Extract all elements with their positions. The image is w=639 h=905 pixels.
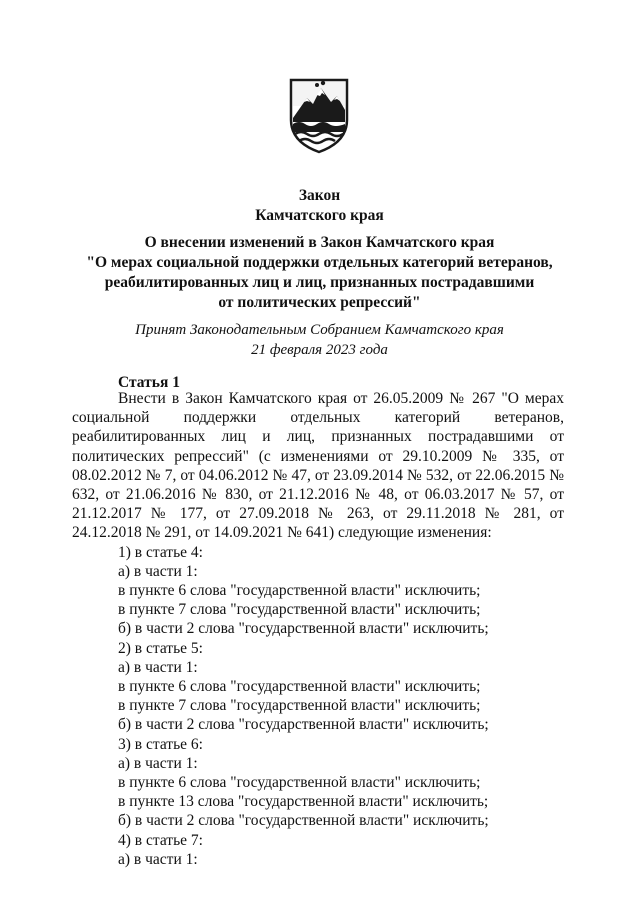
list-item: а) в части 1: bbox=[118, 850, 198, 868]
law-title-line-3: реабилитированных лиц и лиц, признанных пострадавшими bbox=[104, 274, 535, 291]
list-item: б) в части 2 слова "государственной власти" исключить; bbox=[118, 620, 489, 638]
list-item: в пункте 13 слова "государственной власти" исключить; bbox=[118, 793, 489, 811]
list-item: в пункте 6 слова "государственной власти" исключить; bbox=[118, 678, 481, 696]
list-item: б) в части 2 слова "государственной власти" исключить; bbox=[118, 812, 489, 830]
list-item: а) в части 1: bbox=[118, 754, 198, 772]
list-item: б) в части 2 слова "государственной власти" исключить; bbox=[118, 716, 489, 734]
list-item: 4) в статье 7: bbox=[118, 831, 203, 849]
kamchatka-coat-of-arms-icon bbox=[287, 76, 351, 154]
list-item: в пункте 6 слова "государственной власти" исключить; bbox=[118, 582, 481, 600]
list-item: в пункте 6 слова "государственной власти" исключить; bbox=[118, 774, 481, 792]
adoption-note bbox=[0, 320, 639, 360]
list-item: 1) в статье 4: bbox=[118, 543, 203, 561]
adoption-date: 21 февраля 2023 года bbox=[251, 342, 388, 358]
list-item: 2) в статье 5: bbox=[118, 639, 203, 657]
article-heading: Статья 1 bbox=[118, 374, 180, 391]
law-title-line-4: от политических репрессий" bbox=[218, 294, 421, 311]
list-item: в пункте 7 слова "государственной власти" исключить; bbox=[118, 697, 481, 715]
list-item: в пункте 7 слова "государственной власти" исключить; bbox=[118, 601, 481, 619]
list-item: 3) в статье 6: bbox=[118, 735, 203, 753]
article-intro-paragraph: Внести в Закон Камчатского края от 26.05.2009 № 267 "О мерах социальной поддержки отдельных категорий ветеранов, реабилитированных лиц и лиц, признанных пострадавшими от политических репрессий" (с изменениями от 29.10.2009 № 335, от 08.02.2012 № 7, от 04.06.2012 № 47, от 23.09.2014 № 532, от 22.06.2015 № 632, от 21.06.2016 № 830, от 21.12.2016 № 48, от 06.03.2017 № 57, от 21.12.2017 № 177, от 27.09.2018 № 263, от 29.11.2018 № 281, от 24.12.2018 № 291, от 14.09.2021 № 641) следующие изменения: bbox=[72, 390, 564, 542]
law-title-line-2: "О мерах социальной поддержки отдельных категорий ветеранов, bbox=[86, 254, 553, 271]
region-name: Камчатского края bbox=[255, 207, 384, 224]
list-item: а) в части 1: bbox=[118, 658, 198, 676]
article-body bbox=[72, 389, 564, 869]
law-word: Закон bbox=[298, 187, 341, 204]
list-item: а) в части 1: bbox=[118, 562, 198, 580]
law-header bbox=[0, 186, 639, 226]
law-title bbox=[0, 233, 639, 313]
adoption-line-1: Принят Законодательным Собранием Камчатского края bbox=[135, 322, 504, 338]
law-title-line-1: О внесении изменений в Закон Камчатского края bbox=[144, 234, 495, 251]
